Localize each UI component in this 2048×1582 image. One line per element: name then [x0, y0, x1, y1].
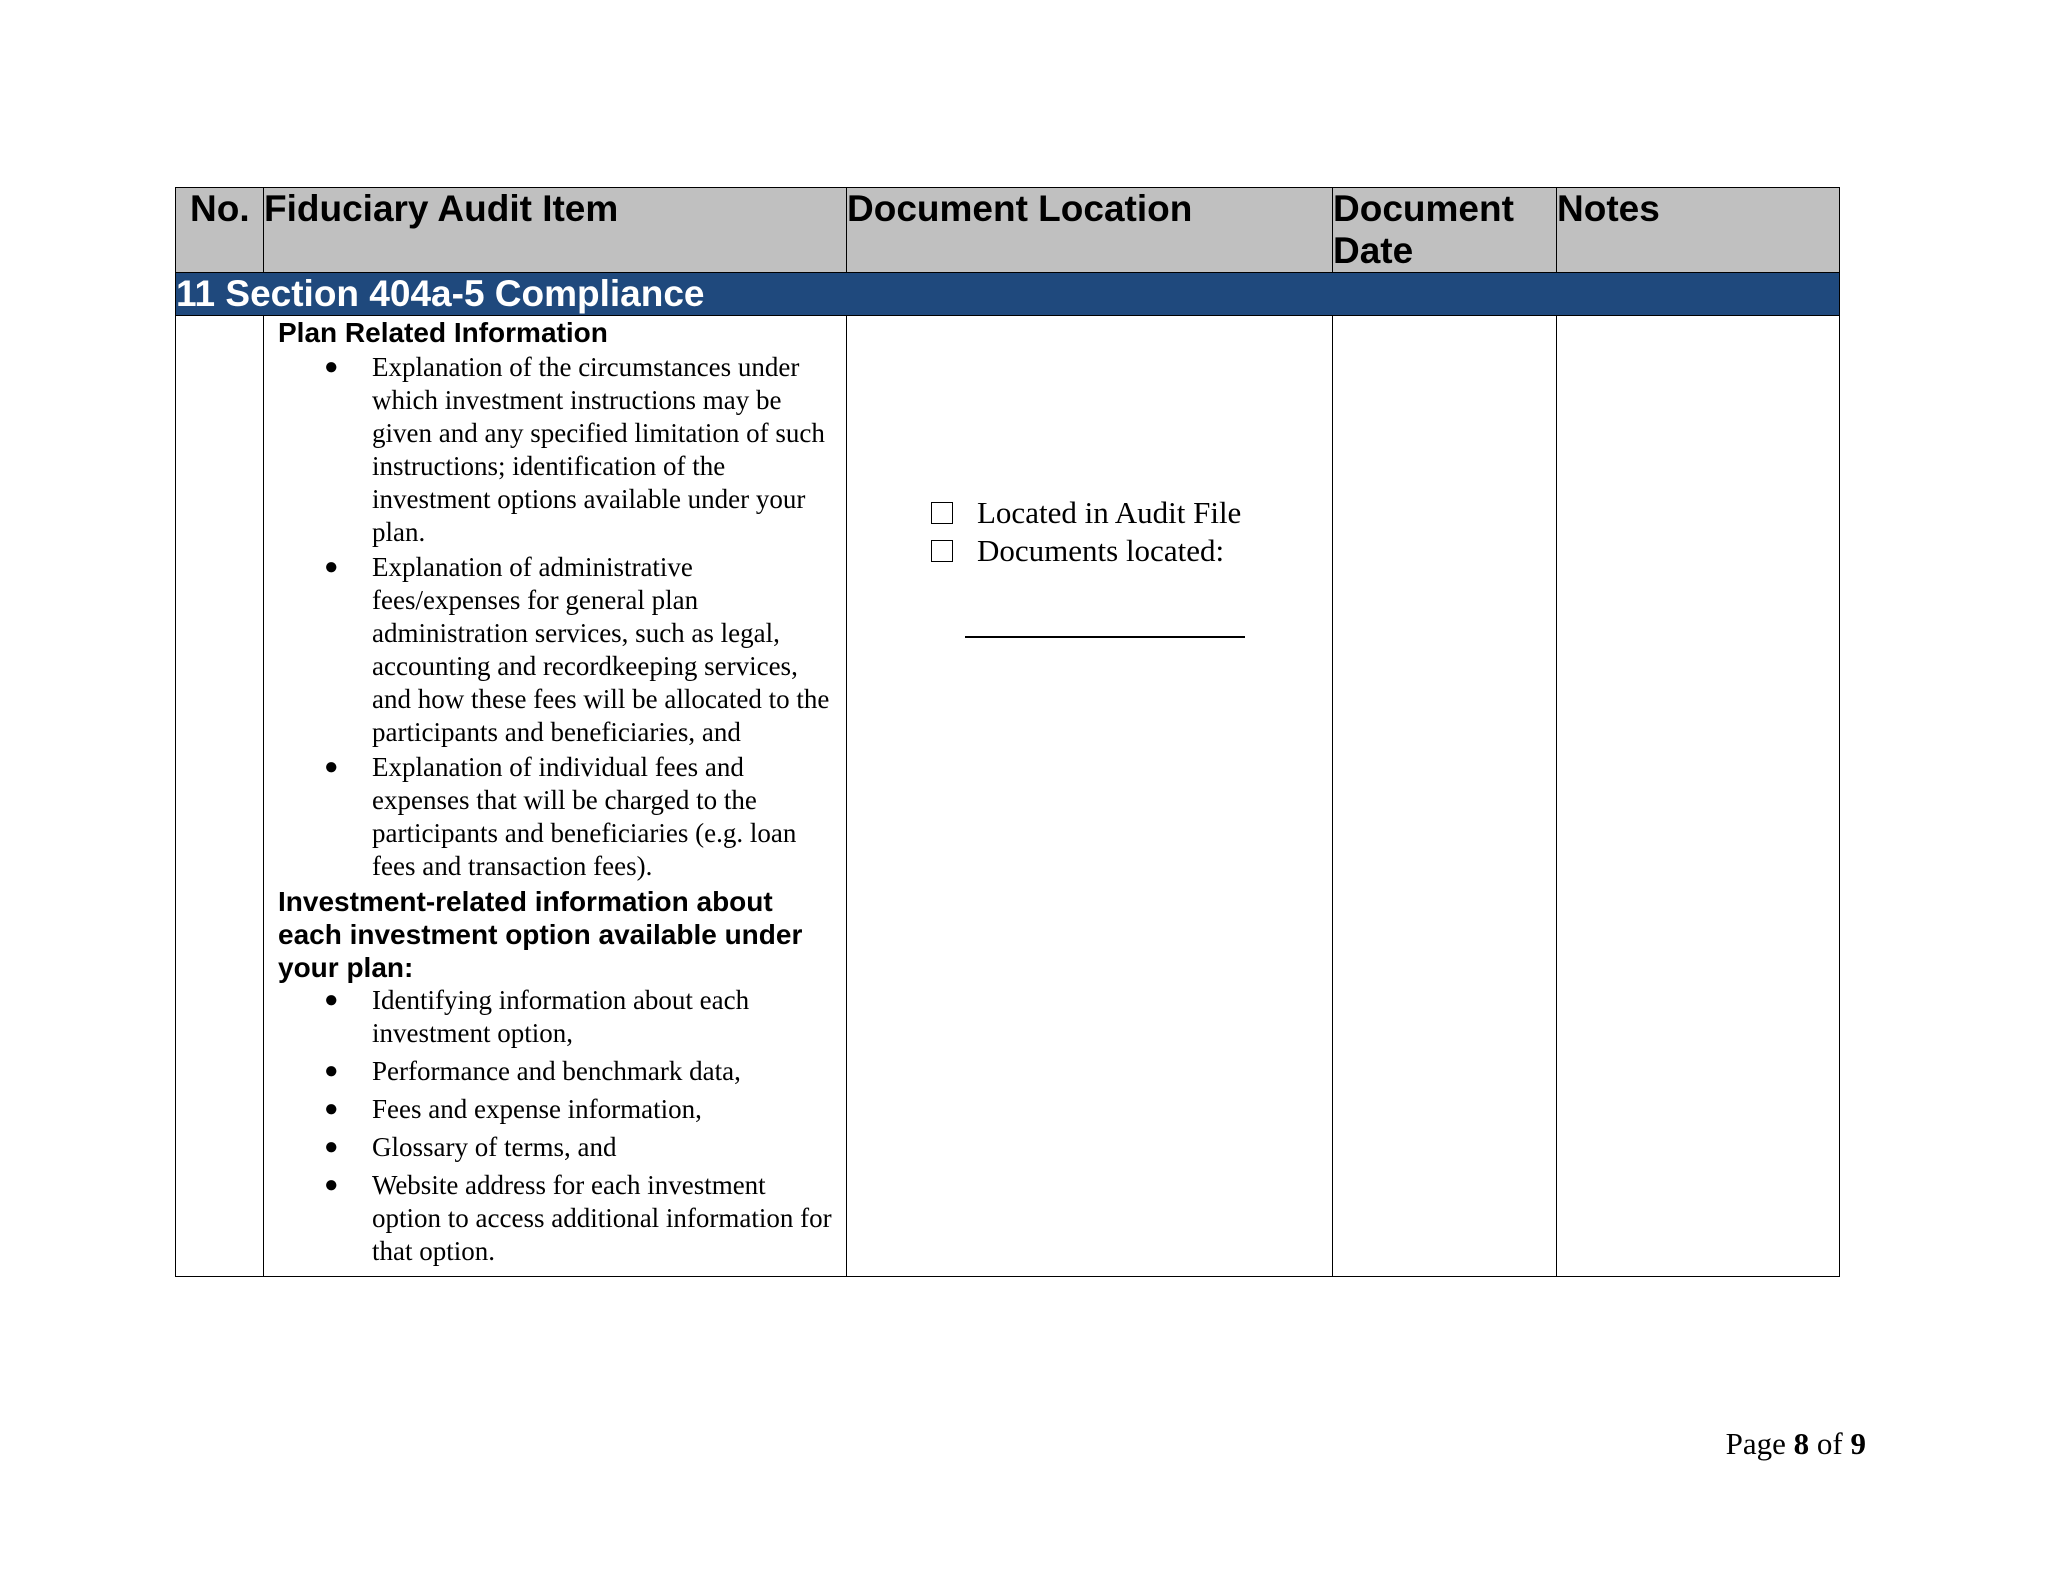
list-item: ● Glossary of terms, and	[324, 1132, 617, 1162]
no-cell	[176, 316, 264, 1277]
plan-related-heading: Plan Related Information	[278, 317, 608, 348]
document-location-cell	[847, 316, 1333, 1277]
header-notes: Notes	[1557, 188, 1840, 273]
header-fiduciary-audit-item: Fiduciary Audit Item	[264, 188, 847, 273]
page-number: Page 8 of 9	[1725, 1426, 1866, 1461]
list-item: ● Website address for each investment option to access additional information for that option.	[324, 1170, 832, 1266]
investment-items-list	[278, 984, 834, 1268]
header-document-location: Document Location	[847, 188, 1333, 273]
checkbox-icon[interactable]	[931, 502, 953, 524]
list-item: ● Explanation of administrative fees/expenses for general plan administration services, such as legal, accounting and recordkeeping services, and how these fees will be allocated to the participants and beneficiaries, and	[324, 552, 830, 747]
list-item: ● Explanation of individual fees and expenses that will be charged to the participants and beneficiaries (e.g. loan fees and transaction fees).	[324, 752, 797, 881]
checkbox-icon[interactable]	[931, 540, 953, 562]
list-item: ● Explanation of the circumstances under which investment instructions may be given and any specified limitation of such instructions; identification of the investment options available under your plan.	[324, 352, 825, 547]
location-options	[931, 494, 1241, 570]
audit-table	[175, 187, 1840, 1277]
bullet-icon: ●	[324, 1058, 339, 1084]
plan-items-list	[278, 351, 834, 883]
list-item: ● Performance and benchmark data,	[324, 1056, 741, 1086]
investment-related-heading: Investment-related information about each investment option available under your plan:	[278, 886, 803, 983]
bullet-icon: ●	[324, 754, 339, 780]
list-item: ● Identifying information about each investment option,	[324, 985, 750, 1048]
bullet-icon: ●	[324, 554, 339, 580]
bullet-icon: ●	[324, 1096, 339, 1122]
document-date-cell[interactable]	[1333, 316, 1557, 1277]
table-row	[176, 316, 1840, 1277]
audit-item-cell	[264, 316, 847, 1277]
bullet-icon: ●	[324, 1134, 339, 1160]
section-row	[176, 273, 1840, 316]
list-item: ● Fees and expense information,	[324, 1094, 702, 1124]
notes-cell[interactable]	[1557, 316, 1840, 1277]
documents-located-option[interactable]: Documents located:	[931, 532, 1241, 570]
section-title: 11 Section 404a-5 Compliance	[176, 273, 1840, 316]
table-header-row	[176, 188, 1840, 273]
documents-located-blank-line[interactable]	[965, 636, 1245, 638]
bullet-icon: ●	[324, 1172, 339, 1198]
header-document-date: Document Date	[1333, 188, 1557, 273]
located-in-audit-file-option[interactable]: Located in Audit File	[931, 494, 1241, 532]
header-no: No.	[176, 188, 264, 273]
bullet-icon: ●	[324, 987, 339, 1013]
bullet-icon: ●	[324, 354, 339, 380]
